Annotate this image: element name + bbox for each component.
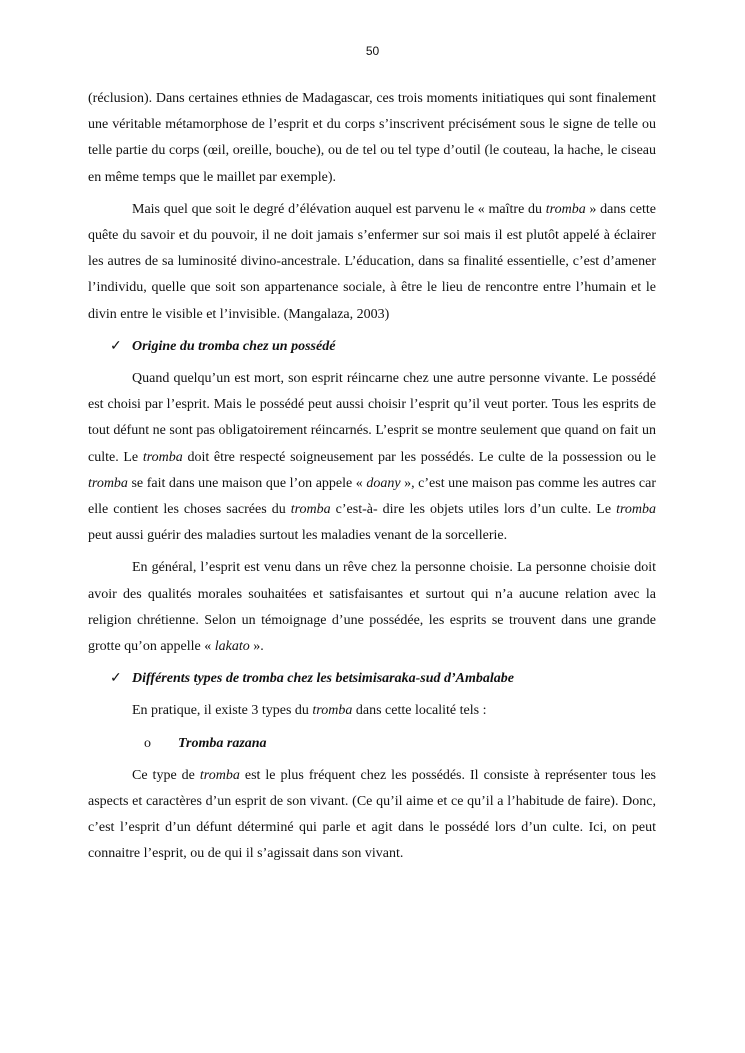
section-heading-types	[88, 666, 656, 692]
page-body	[88, 86, 656, 868]
paragraph-reclusion: (réclusion). Dans certaines ethnies de Madagascar, ces trois moments initiatiques qui sont finalement une véritable métamorphose de l’esprit et du corps s’inscrivent précisément sous le signe de telle ou telle partie du corps (œil, oreille, bouche), ou de tel ou tel type d’outil (le couteau, la hache, le ciseau en même temps que le maillet par exemple).	[88, 91, 656, 185]
circle-bullet-icon: o	[144, 735, 151, 751]
page-number: 50	[365, 44, 380, 58]
checkmark-icon: ✓	[110, 671, 122, 687]
subsection-heading-text: Tromba razana	[178, 735, 267, 751]
paragraph-tromba-razana: Ce type de tromba est le plus fréquent chez les possédés. Il consiste à représenter tous les aspects et caractères d’un esprit de son vivant. (Ce qu’il aime et ce qu’il a l’habitude de faire). Donc, c’est l’esprit d’un défunt déterminé qui parle et agit dans le possédé lors d’un culte. Ici, on peut connaitre l’esprit, ou de qui il s’agissait dans son vivant.	[88, 767, 656, 862]
section-heading-text: Différents types de tromba chez les betsimisaraka-sud d’Ambalabe	[132, 671, 514, 687]
section-heading-text: Origine du tromba chez un possédé	[132, 338, 336, 354]
section-heading-origine	[88, 334, 656, 360]
paragraph-origine: Quand quelqu’un est mort, son esprit réincarne chez une autre personne vivante. Le possédé est choisi par l’esprit. Mais le possédé peut aussi choisir l’esprit qu’il veut porter. Tous les esprits de tout défunt ne sont pas obligatoirement réincarnés. L’esprit se montre seulement que quand on fait un culte. Le tromba doit être respecté soigneusement par les possédés. Le culte de la possession ou le tromba se fait dans une maison que l’on appele « doany », c’est une maison pas comme les autres car elle contient les choses sacrées du tromba c’est-à- dire les objets utiles lors d’un culte. Le tromba peut aussi guérir des maladies surtout les maladies venant de la sorcellerie.	[88, 371, 656, 544]
checkmark-icon: ✓	[110, 338, 122, 354]
subsection-heading-tromba-razana	[88, 731, 656, 757]
paragraph-reve: En général, l’esprit est venu dans un rêve chez la personne choisie. La personne choisie doit avoir des qualités morales souhaitées et satisfaisantes et surtout qui n’a aucune relation avec la religion chrétienne. Selon un témoignage d’une possédée, les esprits se trouvent dans une grande grotte qu’on appelle « lakato ».	[88, 560, 656, 655]
paragraph-types-intro: En pratique, il existe 3 types du tromba dans cette localité tels :	[132, 703, 487, 719]
paragraph-maitre-du-tromba: Mais quel que soit le degré d’élévation auquel est parvenu le « maître du tromba » dans cette quête du savoir et du pouvoir, il ne doit jamais s’enfermer sur soi mais il est plutôt appelé à éclairer les autres de sa luminosité divino-ancestrale. L’éducation, dans sa finalité essentielle, c’est d’amener l’individu, quelle que soit son appartenance sociale, à être le lieu de rencontre entre l’humain et le divin entre le visible et l’invisible. (Mangalaza, 2003)	[88, 201, 656, 322]
